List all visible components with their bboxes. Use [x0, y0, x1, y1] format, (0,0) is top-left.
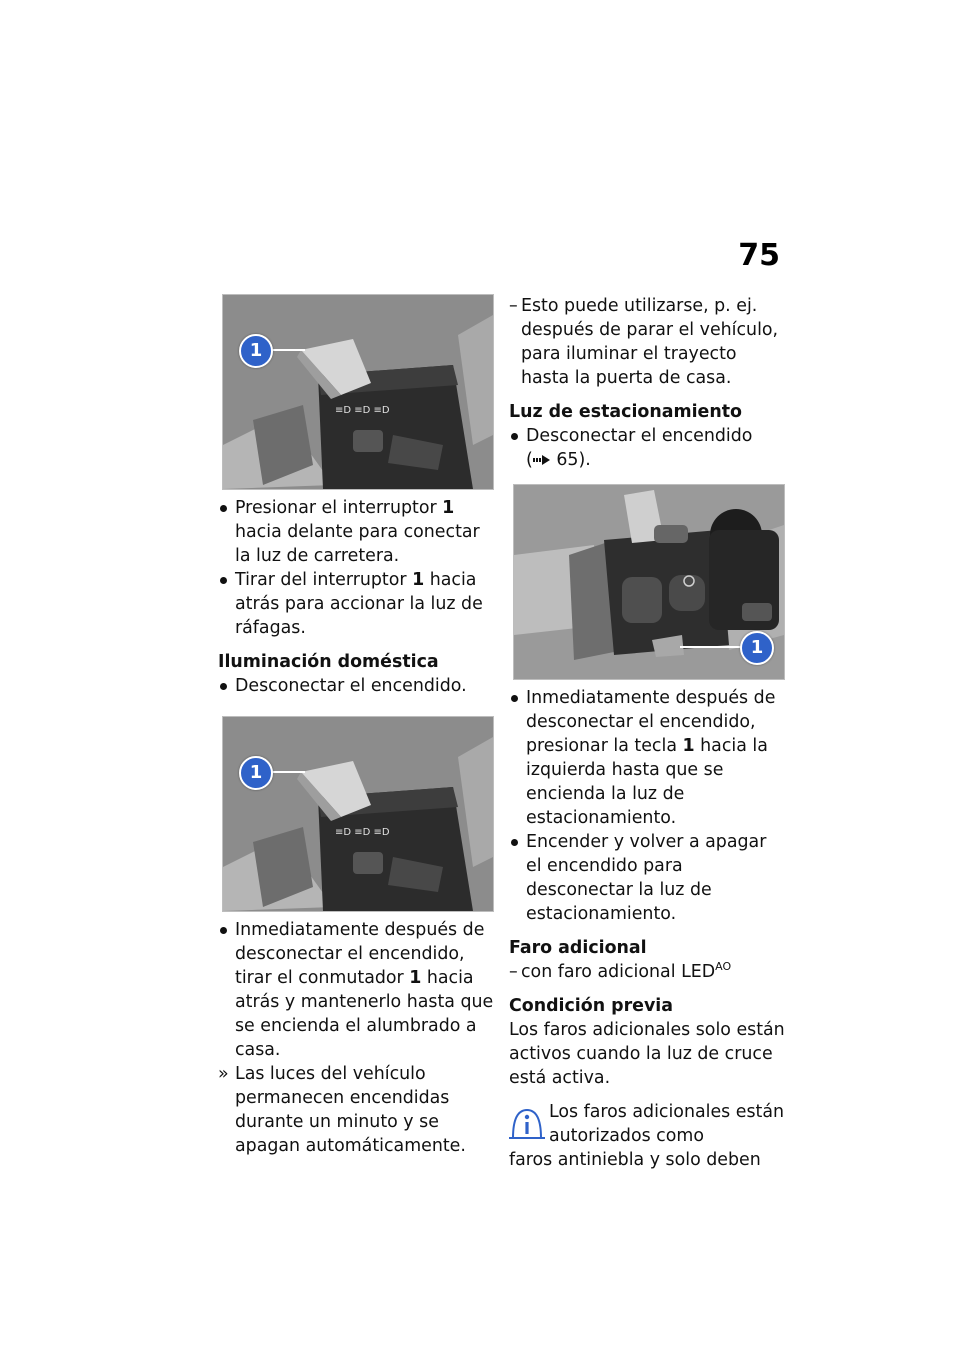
handlebar-switch-illustration: [223, 717, 493, 911]
callout-leader-line: [680, 646, 742, 648]
precondition-text: Los faros adicionales solo están activos cuando la luz de cruce está activa.: [509, 1020, 785, 1088]
callout-1: 1: [239, 756, 273, 790]
page-reference-arrow-icon: [533, 454, 551, 466]
left-column: [218, 294, 496, 1158]
callout-1: 1: [239, 334, 273, 368]
list-item: Tirar del interruptor 1 hacia atrás para accionar la luz de ráfagas.: [218, 568, 496, 640]
home-lighting-instructions: [218, 918, 496, 1158]
high-beam-instructions: [218, 496, 496, 640]
svg-text:≡D ≡D ≡D: ≡D ≡D ≡D: [335, 827, 390, 838]
list-item: – Esto puede utilizarse, p. ej. después de parar el vehículo, para iluminar el trayecto hasta la puerta de casa.: [509, 296, 779, 388]
svg-text:≡D ≡D ≡D: ≡D ≡D ≡D: [335, 405, 390, 416]
handlebar-switch-illustration: [223, 295, 493, 489]
callout-leader-line: [269, 771, 305, 773]
right-column: [509, 294, 787, 1172]
section-heading-home-lighting: Iluminación doméstica: [218, 652, 439, 672]
parking-light-instructions: [509, 686, 787, 926]
page-number: 75: [738, 238, 780, 273]
callout-leader-line: [269, 349, 305, 351]
note-line: Los faros adicionales están autorizados como: [549, 1102, 785, 1146]
list-item: Encender y volver a apagar el encendido para desconectar la luz de estacionamiento.: [509, 830, 787, 926]
info-note: [509, 1100, 787, 1172]
section-heading-parking-light: Luz de estacionamiento: [509, 402, 742, 422]
list-item: Inmediatamente después de desconectar el encendido, presionar la tecla 1 hacia la izquierda hasta que se encienda la luz de estacionamiento.: [509, 686, 787, 830]
section-heading-precondition: Condición previa: [509, 996, 674, 1016]
switch-photo-high-beam: [222, 294, 494, 490]
list-item: – con faro adicional $LED^{AO}$: [509, 960, 732, 982]
result-item: » Las luces del vehículo permanecen encendidas durante un minuto y se apagan automáticamente.: [218, 1064, 466, 1156]
list-item: Presionar el interruptor 1 hacia delante para conectar la luz de carretera.: [218, 496, 496, 568]
list-item: Inmediatamente después de desconectar el encendido, tirar el conmutador 1 hacia atrás y mantenerlo hasta que se encienda el alumbrado a casa.: [218, 918, 496, 1062]
note-line: faros antiniebla y solo deben: [509, 1150, 761, 1170]
section-heading-auxiliary-light: Faro adicional: [509, 938, 647, 958]
info-icon: [509, 1104, 545, 1144]
switch-photo-home-lighting: [222, 716, 494, 912]
switch-photo-parking-light: [513, 484, 785, 680]
list-item: Desconectar el encendido.: [218, 674, 496, 698]
callout-1: 1: [740, 631, 774, 665]
list-item: Desconectar el encendido ( 65).: [509, 424, 787, 472]
